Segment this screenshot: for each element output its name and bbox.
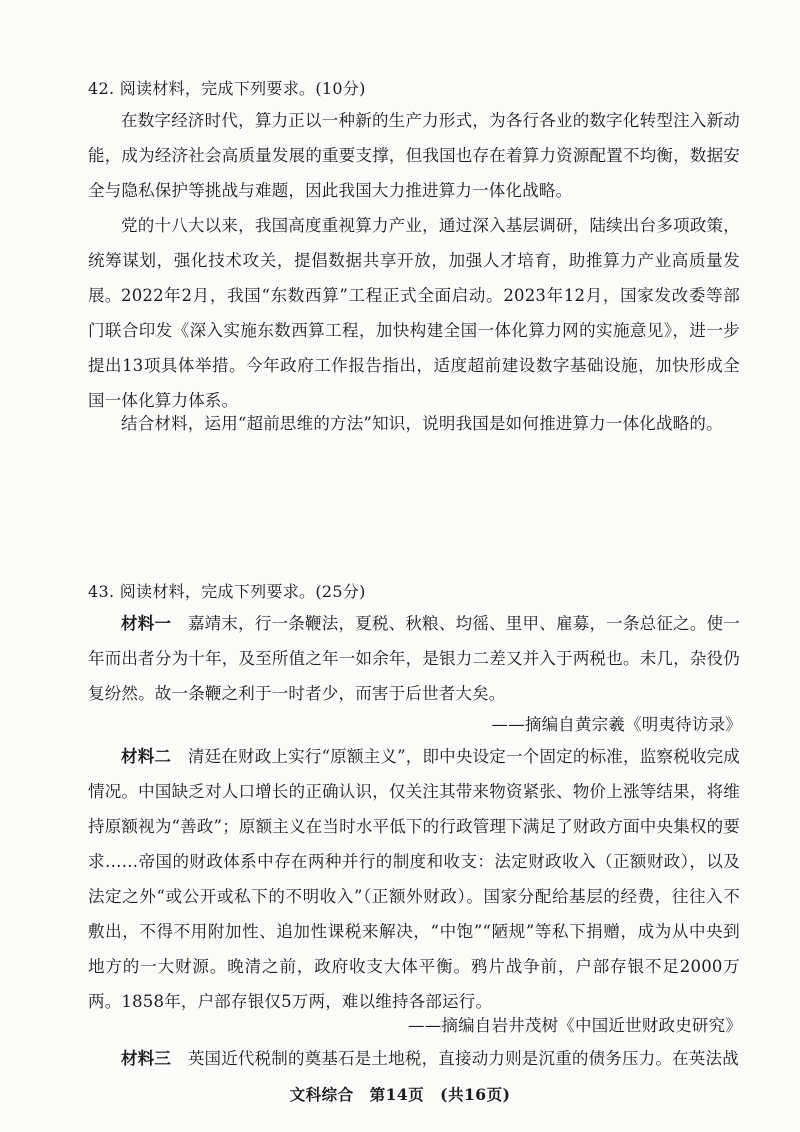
material-1-source: ——摘编自黄宗羲《明夷待访录》 [491,715,742,734]
q42-paragraph-1: 在数字经济时代，算力正以一种新的生产力形式，为各行各业的数字化转型注入新动能，成为经济社会高质量发展的重要支撑，但我国也存在着算力资源配置不均衡，数据安全与隐私保护等挑战与难题，因此我国大力推进算力一体化战略。 [88,111,740,200]
material-3 [88,1041,740,1076]
material-2-label: 材料二 [121,747,172,766]
material-1-label: 材料一 [121,614,172,633]
material-2 [88,739,740,1019]
material-2-text: 清廷在财政上实行“原额主义”，即中央设定一个固定的标准，监察税收完成情况。中国缺乏对人口增长的正确认识，仅关注其带来物资紧张、物价上涨等结果，将维持原额视为“善政”；原额主义在当时水平低下的行政管理下满足了财政方面中央集权的要求……帝国的财政体系中存在两种并行的制度和收支：法定财政收入（正额财政），以及法定之外“或公开或私下的不明收入”（正额外财政）。国家分配给基层的经费，往往入不敷出，不得不用附加性、追加性课税来解决，“中饱”“陋规”等私下捐赠，成为从中央到地方的一大财源。晚清之前，政府收支大体平衡。鸦片战争前，户部存银不足2000万两。1858年，户部存银仅5万两，难以维持各部运行。 [88,747,741,1011]
material-1 [88,606,740,711]
question-43-heading: 43. 阅读材料，完成下列要求。(25分) [88,582,366,601]
material-1-text: 嘉靖末，行一条鞭法，夏税、秋粮、均徭、里甲、雇募，一条总征之。使一年而出者分为十年，及至所值之年一如余年，是银力二差又并入于两税也。未几，杂役仍复纷然。故一条鞭之利于一时者少，而害于后世者大矣。 [88,614,740,703]
page-footer: 文科综合 第14页 (共16页) [289,1085,511,1104]
q42-task: 结合材料，运用“超前思维的方法”知识，说明我国是如何推进算力一体化战略的。 [121,414,723,433]
q42-paragraph-3: 2022年2月，我国“东数西算”工程正式全面启动。2023年12月，国家发改委等部门联合印发《深入实施东数西算工程，加快构建全国一体化算力网的实施意见》，进一步提出13项具体举措。今年政府工作报告指出，适度超前建设数字基础设施，加快形成全国一体化算力体系。 [88,286,740,410]
material-2-source: ——摘编自岩井茂树《中国近世财政史研究》 [408,1016,742,1035]
q42-paragraph-2: 党的十八大以来，我国高度重视算力产业，通过深入基层调研，陆续出台多项政策，统筹谋划，强化技术攻关，提倡数据共享开放，加强人才培育，助推算力产业高质量发展。 [88,216,740,305]
material-3-label: 材料三 [121,1049,172,1068]
material-3-text: 英国近代税制的奠基石是土地税，直接动力则是沉重的债务压力。在英法战 [187,1049,739,1068]
question-42-heading: 42. 阅读材料，完成下列要求。(10分) [88,79,366,98]
